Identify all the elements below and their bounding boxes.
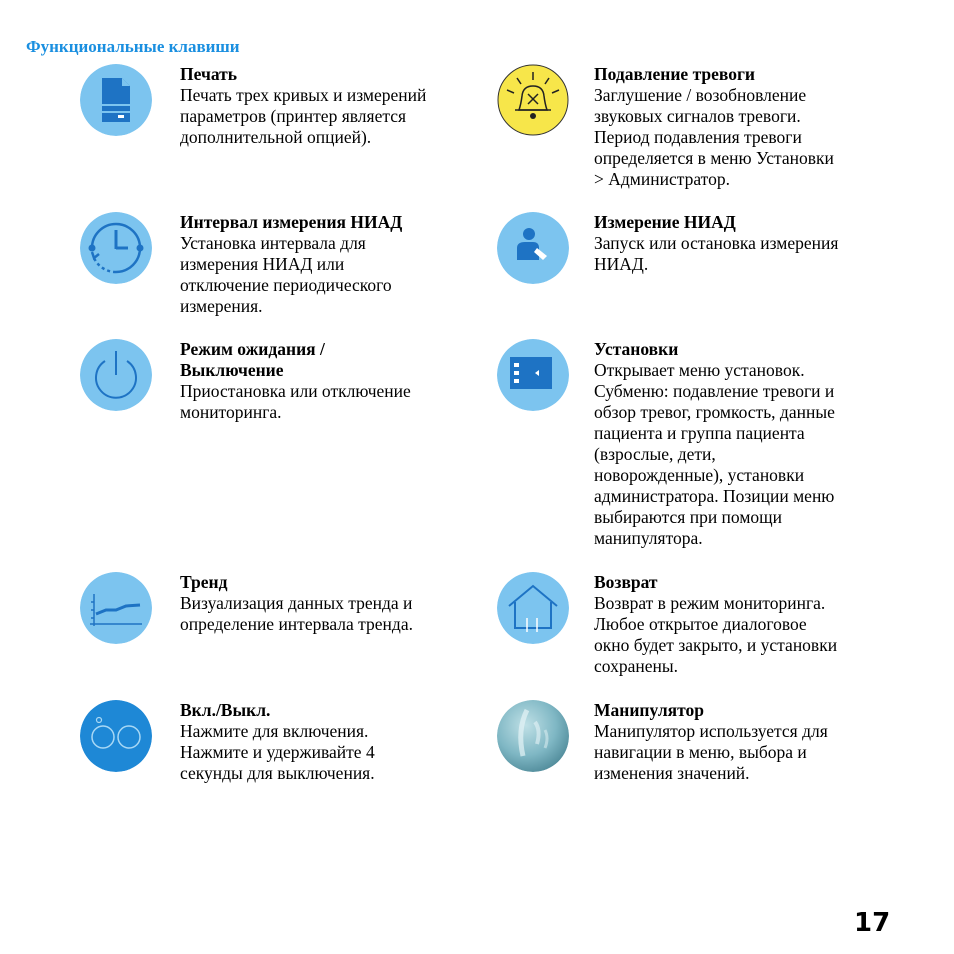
clock-interval-icon[interactable] [80,212,152,284]
page-number: 17 [854,908,891,938]
rotary-knob-title: Манипулятор [594,700,704,720]
alarm-silence-description [594,64,914,190]
standby-description [180,339,490,423]
trend-description [180,572,490,635]
nibp-interval-desc: Установка интервала для измерения НИАД или отключение периодического измерения. [180,233,392,316]
print-title: Печать [180,64,237,84]
onoff-desc: Нажмите для включения. Нажмите и удерживайте 4 секунды для выключения. [180,721,375,783]
standby-desc: Приостановка или отключение мониторинга. [180,381,411,422]
nibp-measure-desc: Запуск или остановка измерения НИАД. [594,233,839,274]
home-description [594,572,914,677]
trend-title: Тренд [180,572,228,592]
rotary-knob-icon[interactable] [497,700,569,772]
standby-title: Режим ожидания / Выключение [180,339,325,380]
alarm-silence-desc: Заглушение / возобновление звуковых сигналов тревоги. Период подавления тревоги определяется в меню Установки > Администратор. [594,85,834,189]
standby-icon[interactable] [80,339,152,411]
print-description [180,64,490,148]
rotary-knob-description [594,700,914,784]
onoff-title: Вкл./Выкл. [180,700,271,720]
home-title: Возврат [594,572,658,592]
nibp-interval-description [180,212,490,317]
settings-icon[interactable] [497,339,569,411]
trend-icon[interactable] [80,572,152,644]
settings-description [594,339,914,549]
settings-desc: Открывает меню установок. Субменю: подавление тревоги и обзор тревог, громкость, данные пациента и группа пациента (взрослые, дети, новорожденные), установки администратора. Позиции меню выбираются при помощи манипулятора. [594,360,835,548]
home-desc: Возврат в режим мониторинга. Любое открытое диалоговое окно будет закрыто, и установки сохранены. [594,593,838,676]
nibp-measure-icon[interactable] [497,212,569,284]
section-title: Функциональные клавиши [26,37,240,56]
home-icon[interactable] [497,572,569,644]
printer-icon[interactable] [80,64,152,136]
nibp-measure-title: Измерение НИАД [594,212,736,232]
alarm-silence-icon[interactable] [497,64,569,136]
nibp-measure-description [594,212,914,275]
print-desc: Печать трех кривых и измерений параметров (принтер является дополнительной опцией). [180,85,427,147]
settings-title: Установки [594,339,679,359]
alarm-silence-title: Подавление тревоги [594,64,755,84]
onoff-description [180,700,490,784]
power-onoff-icon[interactable] [80,700,152,772]
nibp-interval-title: Интервал измерения НИАД [180,212,403,232]
trend-desc: Визуализация данных тренда и определение интервала тренда. [180,593,413,634]
rotary-knob-desc: Манипулятор используется для навигации в меню, выбора и изменения значений. [594,721,828,783]
